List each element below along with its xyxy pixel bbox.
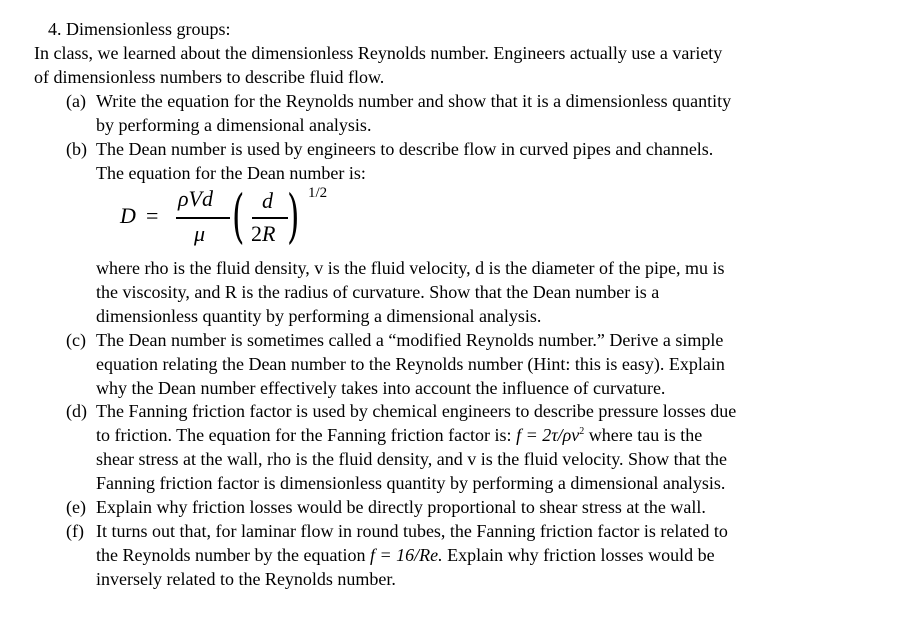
eq-left-paren: ( [232,182,245,250]
dean-number-equation [110,182,370,256]
item-c-line-2: equation relating the Dean number to the Reynolds number (Hint: this is easy). Explain [96,354,725,374]
item-c-line-1: The Dean number is sometimes called a “modified Reynolds number.” Derive a simple [96,330,724,350]
item-a-line-1: Write the equation for the Reynolds number and show that it is a dimensionless quantity [96,91,732,111]
eq-equals: = [146,203,159,228]
eq-lhs: D [120,203,136,228]
item-c-line-3: why the Dean number effectively takes into account the influence of curvature. [96,378,666,398]
item-f-line-2: the Reynolds number by the equation f = 16/Re. Explain why friction losses would be [96,545,715,565]
laminar-formula: f = 16/Re. [369,545,443,565]
eq-inner-numerator: d [262,188,273,213]
question-heading: 4. Dimensionless groups: [48,19,231,39]
intro-line-1: In class, we learned about the dimensionless Reynolds number. Engineers actually use a variety [34,43,723,63]
fanning-formula-exponent: 2 [579,426,585,437]
eq-inner-denominator: 2R [251,221,276,246]
item-d-line-3: shear stress at the wall, rho is the fluid density, and v is the fluid velocity. Show that the [96,449,728,469]
item-e-line-1: Explain why friction losses would be directly proportional to shear stress at the wall. [96,497,706,517]
item-d-line-2: to friction. The equation for the Fanning friction factor is: $f = 2\tau/\rho v^2$ where tau is the [96,425,703,445]
item-d-label: (d) [66,401,87,421]
item-e-label: (e) [66,497,86,517]
intro-line-2: of dimensionless numbers to describe fluid flow. [34,67,385,87]
eq-fraction-bar [176,217,230,219]
item-b-after-3: dimensionless quantity by performing a dimensional analysis. [96,306,542,326]
item-c-label: (c) [66,330,86,350]
fanning-formula: f = 2τ/ρv [516,425,580,445]
item-b-line-2: The equation for the Dean number is: [96,163,366,183]
item-a-line-2: by performing a dimensional analysis. [96,115,372,135]
item-f-label: (f) [66,521,84,541]
item-b-after-1: where rho is the fluid density, v is the fluid velocity, d is the diameter of the pipe, mu is [96,258,725,278]
item-b-line-1: The Dean number is used by engineers to describe flow in curved pipes and channels. [96,139,714,159]
item-f-line-1: It turns out that, for laminar flow in round tubes, the Fanning friction factor is related to [96,521,728,541]
eq-right-paren: ) [287,182,300,250]
item-f-line-3: inversely related to the Reynolds number. [96,569,396,589]
eq-inner-fraction-bar [252,217,288,219]
item-d-line-4: Fanning friction factor is dimensionless quantity by performing a dimensional analysis. [96,473,726,493]
eq-numerator: ρVd [178,186,213,211]
item-d-line-1: The Fanning friction factor is used by chemical engineers to describe pressure losses due [96,401,737,421]
item-a-label: (a) [66,91,86,111]
eq-exponent: 1/2 [308,185,328,201]
item-b-after-2: the viscosity, and R is the radius of curvature. Show that the Dean number is a [96,282,660,302]
eq-denominator: μ [194,221,206,246]
item-b-label: (b) [66,139,87,159]
